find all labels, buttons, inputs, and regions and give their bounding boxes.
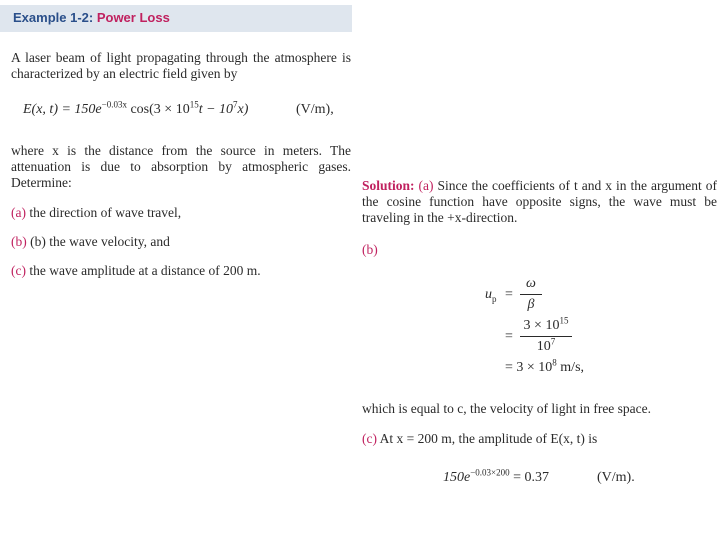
- example-title: [13, 10, 170, 25]
- part-c-question: (c) the wave amplitude at a distance of 200 m.: [11, 263, 261, 278]
- omega-over-beta: ω β: [520, 276, 542, 313]
- numeric-fraction: $3 \times 10^{15}$ $10^7$: [520, 318, 572, 355]
- problem-intro: A laser beam of light propagating through the atmosphere is characterized by an electric field given by: [11, 50, 351, 81]
- amplitude-units: (V/m).: [597, 470, 635, 485]
- part-b-question: (b) (b) the wave velocity, and: [11, 234, 170, 249]
- eq-sign-2: =: [505, 329, 513, 344]
- light-speed-note: which is equal to c, the velocity of light in free space.: [362, 401, 652, 416]
- up-symbol: $u_p$: [485, 287, 497, 304]
- solution-part-b-label: (b): [362, 242, 378, 257]
- solution-part-c: (c) At x = 200 m, the amplitude of E(x, t) is: [362, 431, 598, 446]
- solution-part-a: Solution: (a) Since the coefficients of t and x in the argument of the cosine function have opposite signs, the wave must be traveling in the +x-direction.: [362, 178, 718, 225]
- velocity-result: = $3 \times 10^8$ m/s,: [505, 357, 585, 375]
- eq-sign-1: =: [505, 287, 513, 302]
- part-a-question: (a) the direction of wave travel,: [11, 205, 182, 220]
- field-units: (V/m),: [296, 102, 334, 117]
- field-equation: E(x, $t) = 150e^{-0.03x}$ $\cos(3 \times 10^{15}t - 10^7x)$: [23, 99, 249, 117]
- example-topic: Power Loss: [96, 10, 170, 25]
- example-number: Example 1-2:: [13, 10, 94, 25]
- problem-where: where x is the distance from the source in meters. The attenuation is due to absorption by atmospheric gases. Determine:: [11, 143, 351, 190]
- amplitude-equation: $150e^{-0.03\times 200} = 0.37$: [443, 467, 550, 485]
